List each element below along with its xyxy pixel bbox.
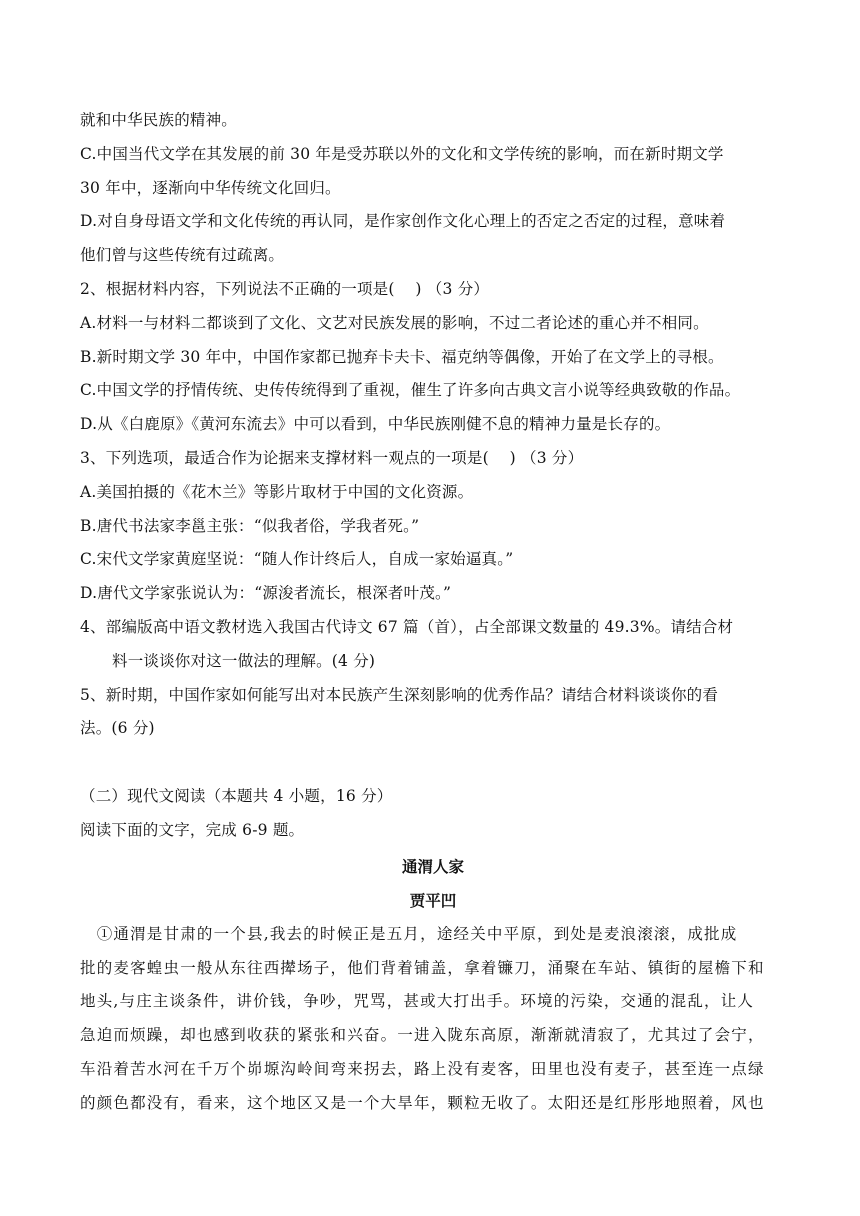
text-line: 就和中华民族的精神。 [80, 111, 238, 129]
story-line: 急迫而烦躁，却也感到收获的紧张和兴奋。一进入陇东高原，渐渐就清寂了，尤其过了会宁， [80, 1026, 765, 1045]
spacer [80, 746, 786, 780]
option-line: D.从《白鹿原》《黄河东流去》中可以看到，中华民族刚健不息的精神力量是长存的。 [80, 415, 671, 434]
question-3: 3、下列选项，最适合作为论据来支撑材料一观点的一项是( ) （3 分） [80, 448, 584, 467]
option-line: C.宋代文学家黄庭坚说：“随人作计终后人，自成一家始逼真。” [80, 550, 514, 569]
section-heading: （二）现代文阅读（本题共 4 小题，16 分） [80, 787, 393, 806]
option-line: B.唐代书法家李邕主张：“似我者俗，学我者死。” [80, 516, 420, 535]
text-line: 30 年中，逐渐向中华传统文化回归。 [80, 178, 341, 197]
option-line: C.中国当代文学在其发展的前 30 年是受苏联以外的文化和文学传统的影响，而在新时期文学 [80, 144, 724, 163]
option-line: C.中国文学的抒情传统、史传传统得到了重视，催生了许多向古典文言小说等经典致敬的作品。 [80, 381, 741, 400]
story-body [80, 918, 786, 1121]
question-2: 2、根据材料内容，下列说法不正确的一项是( ) （3 分） [80, 279, 490, 298]
question-4: 4、部编版高中语文教材选入我国古代诗文 67 篇（首），占全部课文数量的 49.3%。请结合材 [80, 617, 734, 636]
story-line: 批的麦客蝗虫一般从东往西撵场子，他们背着铺盖，拿着镰刀，涌聚在车站、镇街的屋檐下和 [80, 958, 765, 977]
option-line: D.对自身母语文学和文化传统的再认同，是作家创作文化心理上的否定之否定的过程，意味着 [80, 212, 726, 231]
option-line: B.新时期文学 30 年中，中国作家都已抛弃卡夫卡、福克纳等偶像，开始了在文学上的寻根。 [80, 347, 724, 366]
story-line: ①通渭是甘肃的一个县,我去的时候正是五月，途经关中平原，到处是麦浪滚滚，成批成 [80, 924, 738, 943]
question-5: 5、新时期，中国作家如何能写出对本民族产生深刻影响的优秀作品？请结合材料谈谈你的看 [80, 685, 719, 704]
option-line: A.美国拍摄的《花木兰》等影片取材于中国的文化资源。 [80, 482, 474, 501]
story-title: 通渭人家 [401, 857, 464, 876]
question-block [80, 104, 786, 746]
story-line: 的颜色都没有，看来，这个地区又是一个大旱年，颗粒无收了。太阳还是红彤彤地照着，风也 [80, 1093, 765, 1112]
option-line: D.唐代文学家张说认为：“源浚者流长，根深者叶茂。” [80, 584, 452, 603]
reading-instruction: 阅读下面的文字，完成 6-9 题。 [80, 820, 305, 839]
story-line: 地头,与庄主谈条件，讲价钱，争吵，咒骂，甚或大打出手。环境的污染，交通的混乱，让人 [80, 992, 755, 1011]
story-author: 贾平凹 [409, 891, 457, 910]
question-4-continued: 料一谈谈你对这一做法的理解。(4 分) [112, 651, 376, 670]
text-line: 他们曾与这些传统有过疏离。 [80, 246, 285, 265]
option-line: A.材料一与材料二都谈到了文化、文艺对民族发展的影响，不过二者论述的重心并不相同。 [80, 313, 709, 332]
question-5-continued: 法。(6 分) [80, 719, 155, 738]
story-line: 车沿着苦水河在千万个峁塬沟岭间弯来拐去，路上没有麦客，田里也没有麦子，甚至连一点绿 [80, 1059, 765, 1078]
